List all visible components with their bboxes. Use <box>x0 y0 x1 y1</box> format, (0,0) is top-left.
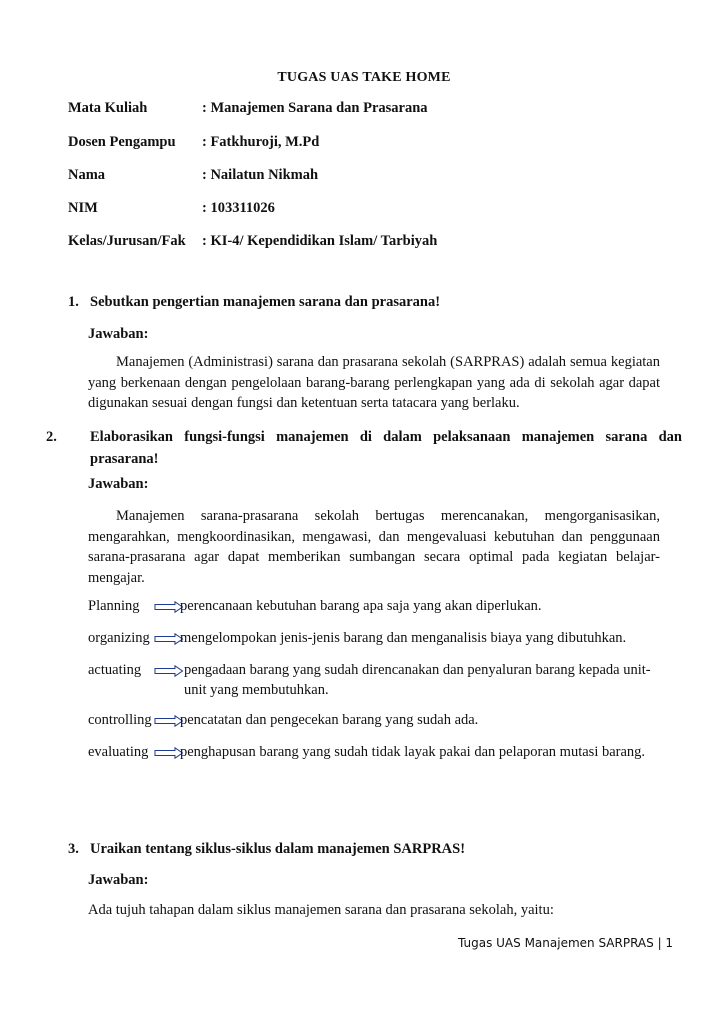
info-value: : Fatkhuroji, M.Pd <box>202 134 320 150</box>
question-3 <box>68 838 660 860</box>
function-text: mengelompokan jenis-jenis barang dan menganalisis biaya yang dibutuhkan. <box>180 630 627 646</box>
info-row-nim <box>68 200 275 217</box>
info-value: : 103311026 <box>202 200 275 216</box>
page-title: TUGAS UAS TAKE HOME <box>277 70 451 85</box>
function-label: evaluating <box>88 744 149 760</box>
function-text: perencanaan kebutuhan barang apa saja yang akan diperlukan. <box>180 598 542 614</box>
answer-1-paragraph <box>88 352 660 414</box>
info-label: NIM <box>68 200 98 216</box>
page-footer: Tugas UAS Manajemen SARPRAS | 1 <box>458 936 674 950</box>
function-label: organizing <box>88 630 150 646</box>
question-text: Uraikan tentang siklus-siklus dalam manajemen SARPRAS! <box>90 841 466 857</box>
question-2 <box>46 426 682 470</box>
info-value: : Manajemen Sarana dan Prasarana <box>202 100 428 116</box>
info-label: Nama <box>68 167 106 183</box>
info-label: Kelas/Jurusan/Fak <box>68 233 186 249</box>
info-row-lecturer <box>68 134 319 151</box>
answer-label-2: Jawaban: <box>88 476 149 492</box>
function-text: pengadaan barang yang sudah direncanakan dan penyaluran barang kepada unit-unit yang membutuhkan. <box>184 662 651 698</box>
info-row-course <box>68 100 428 117</box>
answer-3-text: Ada tujuh tahapan dalam siklus manajemen sarana dan prasarana sekolah, yaitu: <box>88 902 554 918</box>
answer-label-3: Jawaban: <box>88 872 149 888</box>
answer-2-paragraph <box>88 506 660 588</box>
info-value: : Nailatun Nikmah <box>202 167 319 183</box>
question-number: 1. <box>68 294 79 310</box>
function-text: pencatatan dan pengecekan barang yang sudah ada. <box>180 712 479 728</box>
question-text: Elaborasikan fungsi-fungsi manajemen di dalam pelaksanaan manajemen sarana dan prasarana! <box>90 429 682 467</box>
info-row-class <box>68 233 437 250</box>
function-label: Planning <box>88 598 140 614</box>
answer-1-text: Manajemen (Administrasi) sarana dan prasarana sekolah (SARPRAS) adalah semua kegiatan yang berkenaan dengan pengelolaan barang-barang perlengkapan yang ada di sekolah agar dapat digunakan sesuai dengan fungsi dan ketentuan serta tatacara yang berlaku. <box>88 354 660 411</box>
function-text: penghapusan barang yang sudah tidak layak pakai dan pelaporan mutasi barang. <box>180 744 646 760</box>
info-value: : KI-4/ Kependidikan Islam/ Tarbiyah <box>202 233 438 249</box>
answer-2-text: Manajemen sarana-prasarana sekolah bertugas merencanakan, mengorganisasikan, mengarahkan, mengkoordinasikan, mengawasi, dan mengevaluasi kebutuhan dan penggunaan sarana-prasarana agar dapat memberikan sumbangan secara optimal pada kegiatan belajar-mengajar. <box>88 508 660 586</box>
function-label: controlling <box>88 712 152 728</box>
question-number: 2. <box>46 429 57 445</box>
question-1 <box>68 291 660 313</box>
question-text: Sebutkan pengertian manajemen sarana dan prasarana! <box>90 294 441 310</box>
info-label: Dosen Pengampu <box>68 134 176 150</box>
function-label: actuating <box>88 662 142 678</box>
answer-label-1: Jawaban: <box>88 326 149 342</box>
info-row-name <box>68 167 318 184</box>
info-label: Mata Kuliah <box>68 100 148 116</box>
question-number: 3. <box>68 841 79 857</box>
